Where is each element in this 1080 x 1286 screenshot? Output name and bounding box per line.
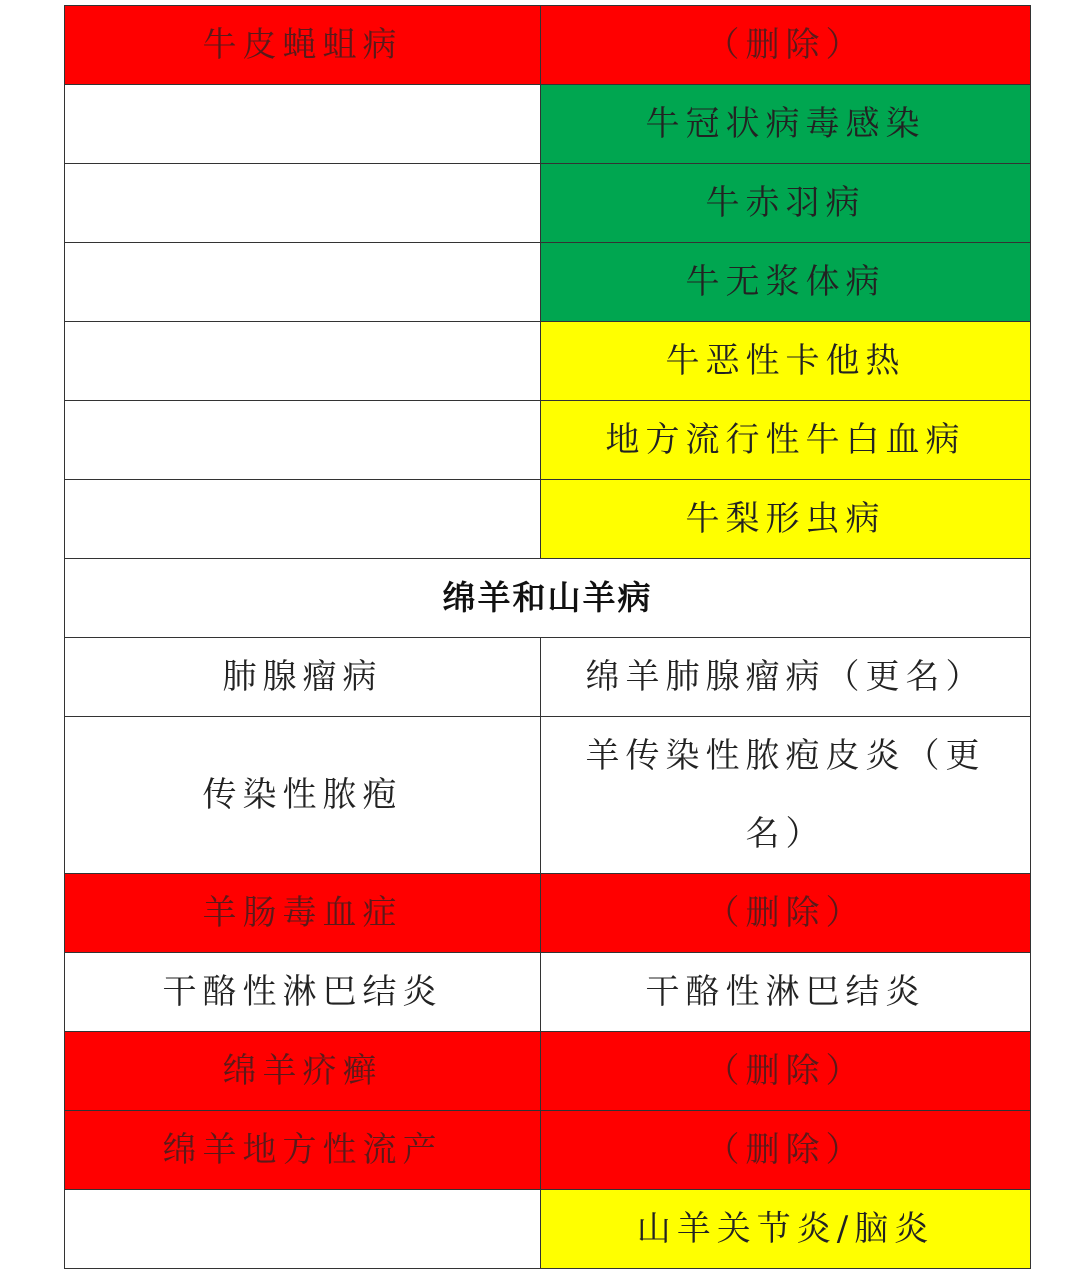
- table-row: [65, 85, 1031, 164]
- new-disease-cell: [541, 1032, 1031, 1111]
- cell-text: 绵羊疥癣: [222, 1051, 383, 1091]
- table-row: [65, 6, 1031, 85]
- section-title: 绵羊和山羊病: [65, 559, 1031, 638]
- table-row: [65, 480, 1031, 559]
- new-disease-cell: 羊传染性脓疱皮炎（更名）: [541, 717, 1031, 874]
- table-row: [65, 953, 1031, 1032]
- new-disease-cell: 山羊关节炎/脑炎: [541, 1190, 1031, 1269]
- cell-text: （删除）: [705, 893, 866, 933]
- table-row: [65, 322, 1031, 401]
- new-disease-cell: 干酪性淋巴结炎: [541, 953, 1031, 1032]
- new-disease-cell: 牛梨形虫病: [541, 480, 1031, 559]
- new-disease-cell: 牛无浆体病: [541, 243, 1031, 322]
- table-row: [65, 1111, 1031, 1190]
- cell-text: 绵羊地方性流产: [162, 1130, 443, 1170]
- old-disease-cell: 干酪性淋巴结炎: [65, 953, 541, 1032]
- old-disease-cell: [65, 1032, 541, 1111]
- new-disease-cell: [541, 6, 1031, 85]
- old-disease-cell: [65, 85, 541, 164]
- table-row: [65, 1190, 1031, 1269]
- table-row: [65, 638, 1031, 717]
- cell-text: 牛皮蝇蛆病: [202, 25, 403, 65]
- table-row: [65, 164, 1031, 243]
- new-disease-cell: [541, 1111, 1031, 1190]
- old-disease-cell: [65, 1111, 541, 1190]
- new-disease-cell: 牛恶性卡他热: [541, 322, 1031, 401]
- old-disease-cell: [65, 6, 541, 85]
- table-row: [65, 1032, 1031, 1111]
- old-disease-cell: [65, 322, 541, 401]
- cell-text: （删除）: [705, 25, 866, 65]
- new-disease-cell: [541, 874, 1031, 953]
- old-disease-cell: [65, 874, 541, 953]
- new-disease-cell: 地方流行性牛白血病: [541, 401, 1031, 480]
- old-disease-cell: [65, 480, 541, 559]
- cell-text: 羊肠毒血症: [202, 893, 403, 933]
- old-disease-cell: [65, 401, 541, 480]
- new-disease-cell: 绵羊肺腺瘤病（更名）: [541, 638, 1031, 717]
- table-row: [65, 401, 1031, 480]
- old-disease-cell: 肺腺瘤病: [65, 638, 541, 717]
- old-disease-cell: [65, 1190, 541, 1269]
- old-disease-cell: [65, 243, 541, 322]
- table-row: [65, 874, 1031, 953]
- cell-text: （删除）: [705, 1130, 866, 1170]
- section-header-row: [65, 559, 1031, 638]
- new-disease-cell: 牛冠状病毒感染: [541, 85, 1031, 164]
- cell-text: （删除）: [705, 1051, 866, 1091]
- table-row: [65, 243, 1031, 322]
- old-disease-cell: 传染性脓疱: [65, 717, 541, 874]
- old-disease-cell: [65, 164, 541, 243]
- disease-list-table: [64, 5, 1031, 1269]
- table-row: [65, 717, 1031, 874]
- new-disease-cell: 牛赤羽病: [541, 164, 1031, 243]
